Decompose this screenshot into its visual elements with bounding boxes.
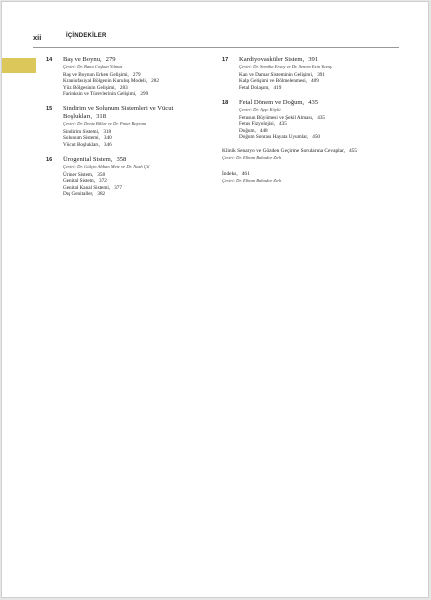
toc-entry[interactable]: Sindirim Sistemi, 318 bbox=[63, 128, 112, 135]
toc-entry[interactable]: Doğum, 448 bbox=[239, 127, 268, 134]
toc-entry[interactable]: Kalp Gelişimi ve Bölmelenmesi, 409 bbox=[239, 78, 319, 85]
section-page-number: 461 bbox=[241, 170, 250, 177]
toc-entry[interactable]: Yüz Bölgesinin Gelişimi, 283 bbox=[63, 84, 128, 91]
chapter-page-number: 391 bbox=[308, 56, 319, 63]
toc-section[interactable] bbox=[222, 148, 397, 161]
thumb-tab bbox=[2, 58, 36, 73]
toc-entry[interactable]: Dış Genitaller, 382 bbox=[63, 191, 106, 198]
chapter-number: 14 bbox=[46, 57, 53, 63]
toc-entry[interactable]: Genital Sistem, 372 bbox=[63, 178, 107, 185]
entry-page-number: 419 bbox=[273, 84, 282, 91]
entry-page-number: 450 bbox=[312, 134, 321, 141]
chapter-title[interactable]: Kardiyovasküler Sistem, 391 bbox=[239, 56, 319, 63]
chapter-translator: Çeviri: Dr. Gülçin Abban Mete ve Dr. Nazh Çil bbox=[63, 163, 150, 169]
toc-chapter[interactable] bbox=[222, 99, 397, 140]
chapter-number: 16 bbox=[46, 157, 53, 164]
entry-page-number: 435 bbox=[317, 114, 325, 121]
entry-page-number: 340 bbox=[103, 135, 112, 142]
entry-page-number: 435 bbox=[279, 121, 287, 128]
page-number: xii bbox=[33, 33, 42, 42]
entry-page-number: 382 bbox=[97, 191, 106, 198]
entry-page-number: 372 bbox=[99, 178, 107, 185]
toc-entry[interactable]: Doğum Sonrası Hayata Uyumlar, 450 bbox=[239, 134, 321, 141]
chapter-translator: Çeviri: Dr. Ayşe Köylü bbox=[239, 106, 281, 112]
entry-page-number: 448 bbox=[259, 127, 268, 134]
chapter-page-number: 435 bbox=[308, 99, 319, 107]
section-title[interactable]: Klinik Senaryo ve Gözden Geçirme Sorularına Cevaplar, 455 bbox=[222, 148, 358, 155]
toc-entry[interactable]: Genital Kanal Sistemi, 377 bbox=[63, 184, 122, 191]
chapter-translator: Çeviri: Dr. Deniz Billur ve Dr. Pınar Bayram bbox=[63, 120, 147, 126]
chapter-title[interactable]: Fetal Dönem ve Doğum, 435 bbox=[239, 99, 319, 107]
toc-entry[interactable]: Fetusun Büyümesi ve Şekil Alması, 435 bbox=[239, 114, 325, 121]
entry-page-number: 377 bbox=[114, 184, 122, 191]
chapter-page-number: 358 bbox=[116, 156, 127, 164]
toc-entry[interactable]: Fetal Dolaşım, 419 bbox=[239, 84, 282, 91]
toc-entry[interactable]: Üriner Sistem, 358 bbox=[63, 171, 106, 178]
chapter-page-number: 318 bbox=[96, 113, 107, 121]
toc-entry[interactable]: Kraniofasiyal Bölgenin Kuruluş Modeli, 282 bbox=[63, 78, 159, 85]
section-page-number: 455 bbox=[348, 148, 358, 155]
chapter-title[interactable]: Baş ve Boynu, 279 bbox=[63, 56, 116, 63]
toc-chapter[interactable] bbox=[46, 156, 216, 197]
toc-entry[interactable]: Vücut Boşlukları, 346 bbox=[63, 141, 112, 148]
chapter-number: 18 bbox=[222, 100, 229, 107]
toc-entry[interactable]: Farinksin ve Türevlerinin Gelişimi, 299 bbox=[63, 91, 149, 98]
section-title[interactable]: İndeks, 461 bbox=[222, 170, 250, 177]
page-title: İÇİNDEKİLER bbox=[66, 33, 107, 39]
entry-page-number: 299 bbox=[140, 91, 149, 98]
entry-page-number: 391 bbox=[317, 71, 325, 78]
section-translator: Çeviri: Dr. Elham Bahador Zırh bbox=[222, 177, 282, 183]
toc-chapter[interactable] bbox=[46, 105, 216, 148]
book-page bbox=[1, 1, 429, 598]
chapter-translator: Çeviri: Dr. Banu Coşkun Yılmaz bbox=[63, 63, 123, 69]
entry-page-number: 409 bbox=[311, 78, 319, 85]
section-translator: Çeviri: Dr. Elham Bahador Zırh bbox=[222, 155, 282, 161]
toc-right-column bbox=[222, 56, 397, 193]
header-rule bbox=[33, 47, 399, 48]
toc-entry[interactable]: Fetus Fizyolojisi, 435 bbox=[239, 121, 287, 128]
toc-entry[interactable]: Baş ve Boynun Erken Gelişimi, 279 bbox=[63, 71, 141, 78]
toc-entry[interactable]: Kan ve Damar Sisteminin Gelişimi, 391 bbox=[239, 71, 325, 78]
entry-page-number: 358 bbox=[97, 171, 106, 178]
chapter-number: 15 bbox=[46, 106, 53, 113]
entry-page-number: 283 bbox=[119, 84, 128, 91]
toc-chapter[interactable] bbox=[222, 56, 397, 91]
chapter-title[interactable]: Ürogenital Sistem, 358 bbox=[63, 156, 127, 164]
chapter-translator: Çeviri: Dr. Semiha Ersoy ve Dr. Senem Esin Yavaş bbox=[239, 63, 332, 69]
chapter-page-number: 279 bbox=[105, 56, 116, 63]
toc-left-column bbox=[46, 56, 216, 205]
entry-page-number: 279 bbox=[132, 71, 141, 78]
toc-section[interactable] bbox=[222, 171, 397, 184]
entry-page-number: 282 bbox=[151, 78, 159, 85]
entry-page-number: 318 bbox=[103, 128, 112, 135]
toc-chapter[interactable] bbox=[46, 56, 216, 97]
chapter-number: 17 bbox=[222, 57, 229, 63]
toc-entry[interactable]: Solunum Sistemi, 340 bbox=[63, 135, 112, 142]
entry-page-number: 346 bbox=[103, 141, 112, 148]
chapter-title[interactable]: Sindirim ve Solunum Sistemleri ve Vücut Boşlukları, 318 bbox=[63, 105, 174, 121]
